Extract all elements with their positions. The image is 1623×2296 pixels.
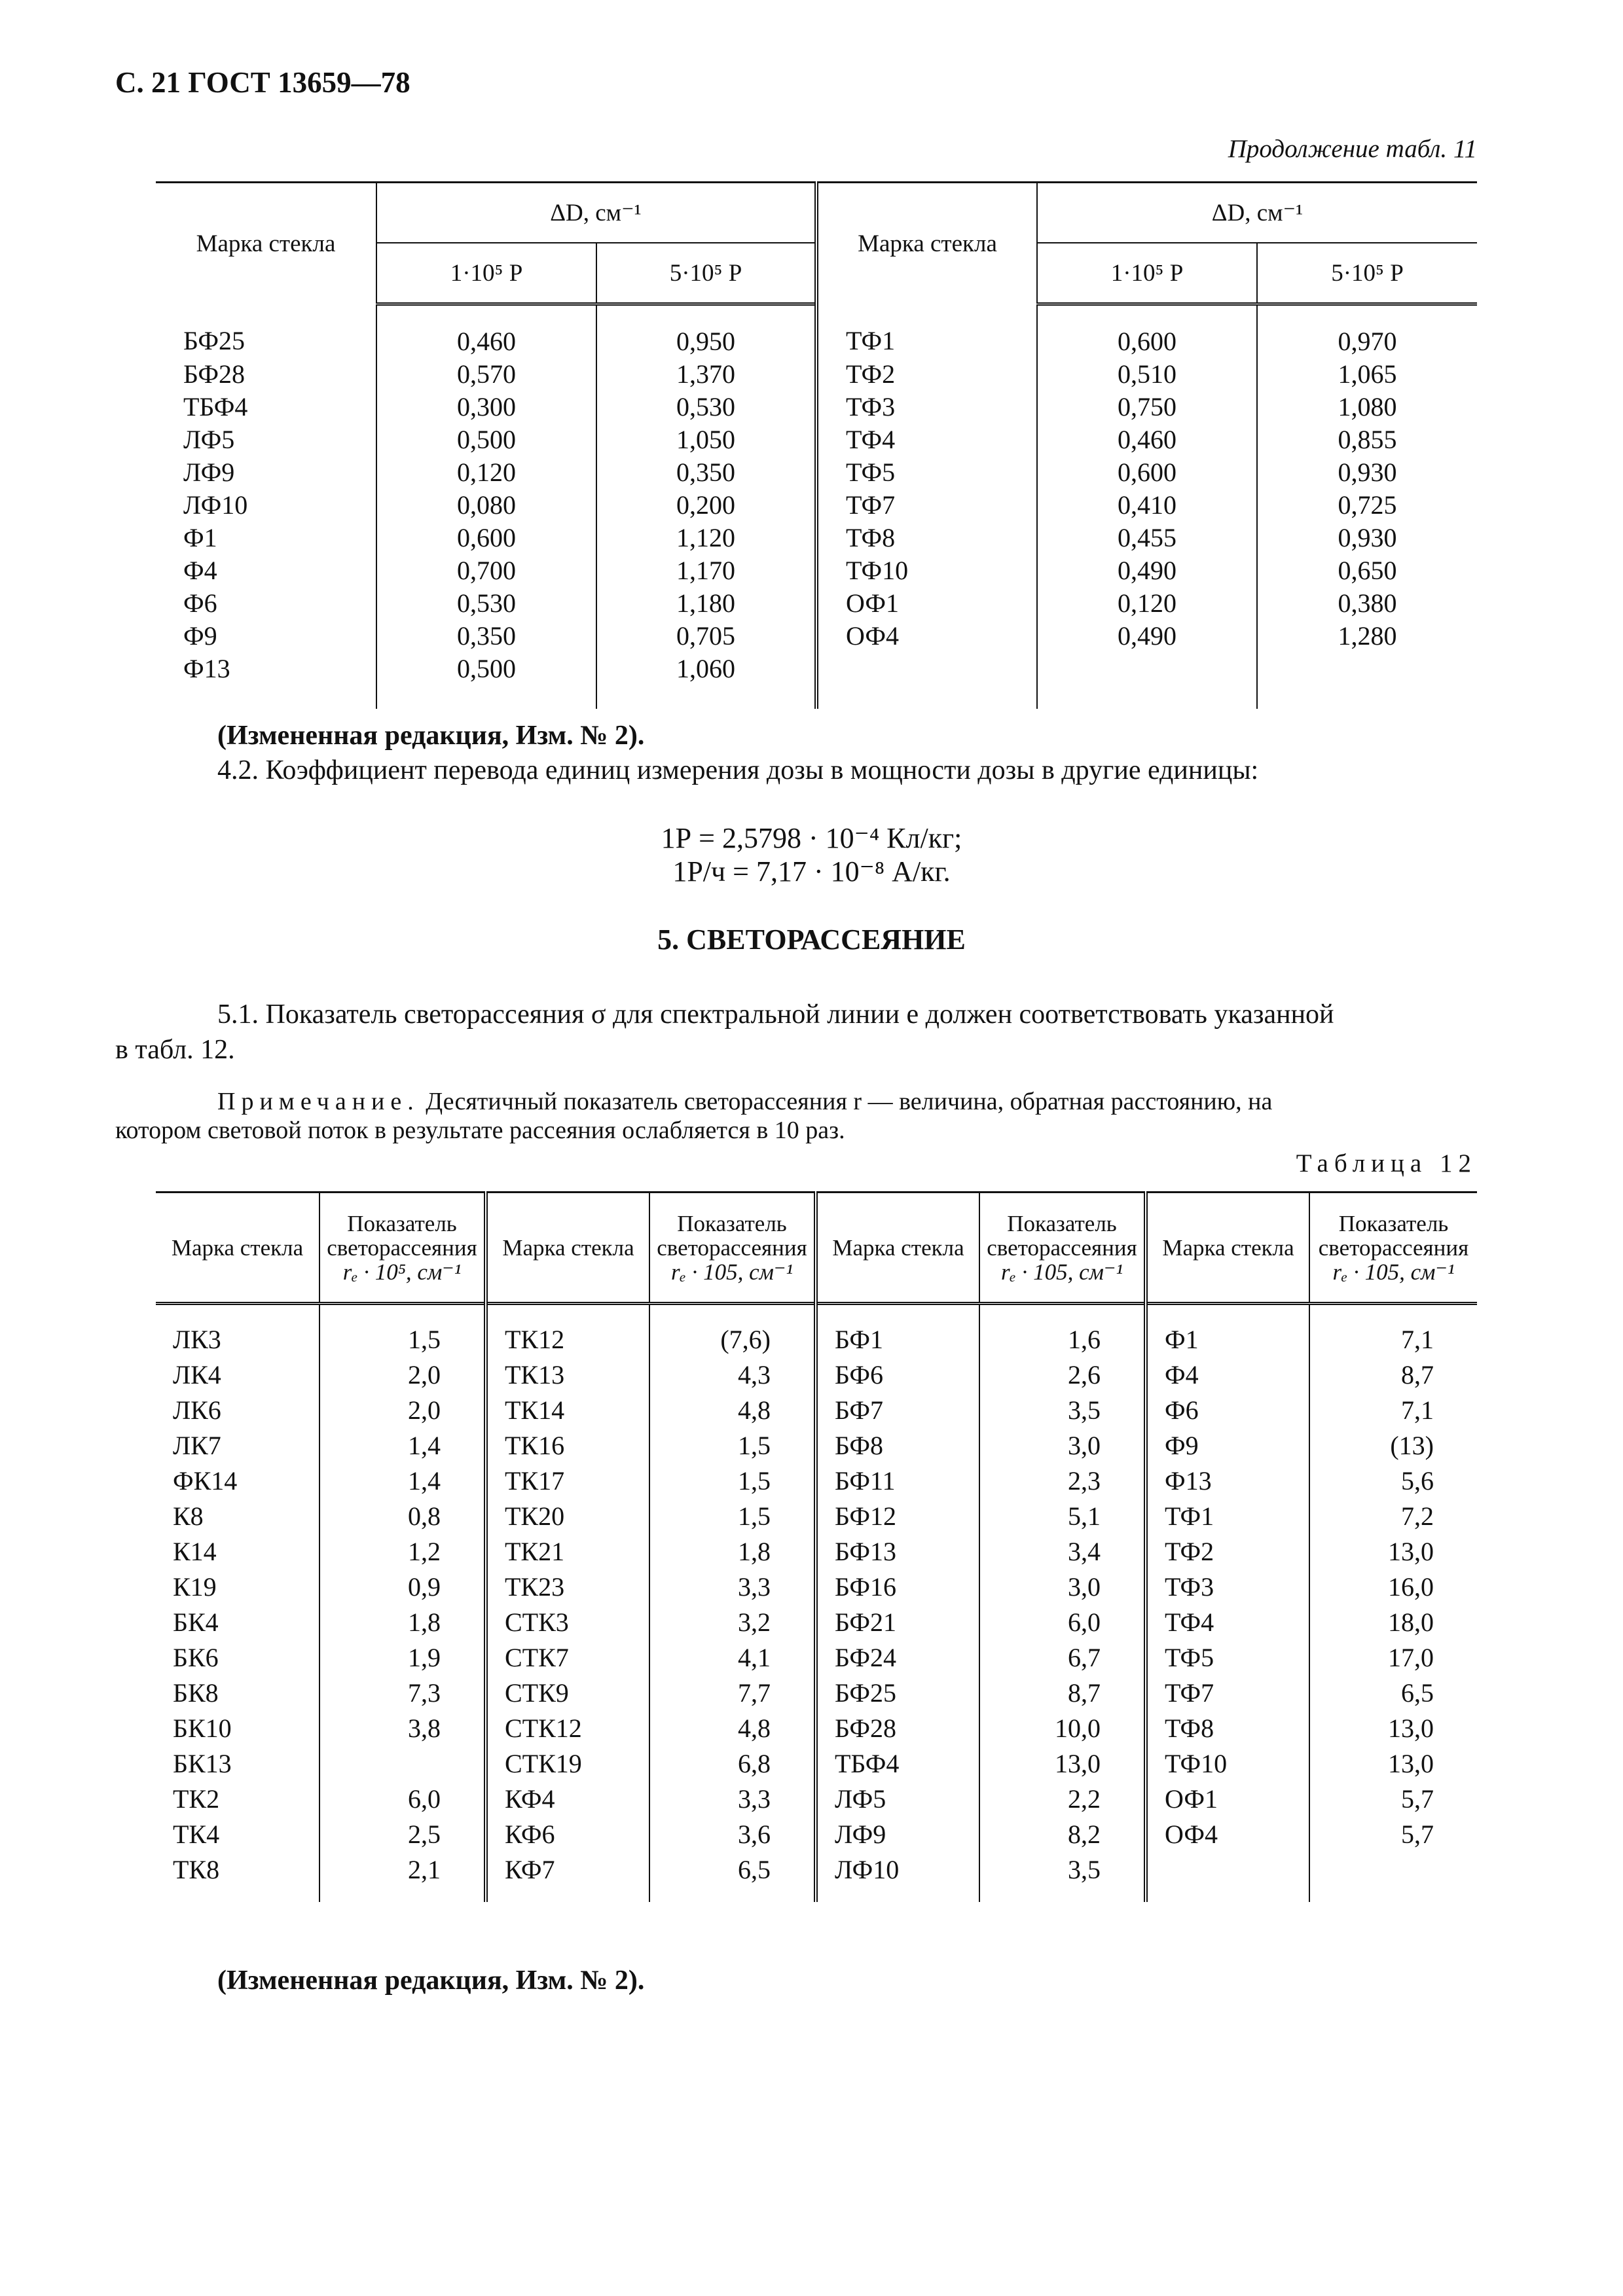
scattering-value: 1,5 bbox=[649, 1499, 816, 1534]
table-row bbox=[156, 1534, 1477, 1570]
glass-mark: БК4 bbox=[173, 1607, 219, 1637]
scattering-value: 4,3 bbox=[649, 1357, 816, 1393]
glass-mark: СТК7 bbox=[486, 1640, 649, 1676]
table-row bbox=[156, 1428, 1477, 1463]
scattering-value bbox=[319, 1746, 486, 1782]
glass-mark: СТК12 bbox=[486, 1711, 649, 1746]
col-header-mark: Марка стекла bbox=[486, 1193, 649, 1304]
glass-mark: Ф9 bbox=[183, 621, 217, 651]
paragraph-5-1-line-2: в табл. 12. bbox=[115, 1035, 235, 1065]
glass-mark: ЛФ10 bbox=[183, 490, 248, 520]
scattering-value: 1,4 bbox=[319, 1463, 486, 1499]
scattering-value: 1,2 bbox=[319, 1534, 486, 1570]
scattering-value: 5,7 bbox=[1309, 1817, 1477, 1852]
scattering-value: 3,0 bbox=[979, 1428, 1146, 1463]
table-row bbox=[156, 1782, 1477, 1817]
glass-mark: ТФ3 bbox=[1146, 1570, 1309, 1605]
scattering-value: 6,0 bbox=[979, 1605, 1146, 1640]
scattering-value: 6,7 bbox=[979, 1640, 1146, 1676]
scattering-value: 2,5 bbox=[319, 1817, 486, 1852]
scattering-value: 16,0 bbox=[1309, 1570, 1477, 1605]
value-dose-5: 0,200 bbox=[596, 489, 816, 522]
glass-mark: ТФ10 bbox=[1146, 1746, 1309, 1782]
glass-mark: СТК9 bbox=[486, 1676, 649, 1711]
value-dose-1: 0,490 bbox=[1037, 554, 1257, 587]
glass-mark: ЛФ5 bbox=[183, 425, 235, 454]
value-dose-1: 0,455 bbox=[1037, 522, 1257, 554]
glass-mark: ОФ4 bbox=[1146, 1817, 1309, 1852]
glass-mark bbox=[816, 653, 1037, 709]
scattering-value: 13,0 bbox=[1309, 1534, 1477, 1570]
value-dose-5: 0,725 bbox=[1257, 489, 1477, 522]
table-row bbox=[156, 456, 1477, 489]
header-line: светорассеяния bbox=[327, 1234, 477, 1261]
glass-mark: ЛФ9 bbox=[183, 457, 235, 487]
glass-mark: БК8 bbox=[173, 1678, 219, 1708]
col-header-scattering bbox=[319, 1193, 486, 1304]
glass-mark: Ф6 bbox=[1146, 1393, 1309, 1428]
glass-mark: К14 bbox=[173, 1537, 217, 1566]
glass-mark: ТФ2 bbox=[816, 358, 1037, 391]
col-header-scattering bbox=[1309, 1193, 1477, 1304]
header-line: светорассеяния bbox=[987, 1234, 1137, 1261]
scattering-value: 10,0 bbox=[979, 1711, 1146, 1746]
value-dose-5: 0,950 bbox=[596, 304, 816, 359]
table-continuation-caption: Продолжение табл. 11 bbox=[1228, 135, 1477, 163]
glass-mark: БФ25 bbox=[816, 1676, 979, 1711]
col-header-mark: Марка стекла bbox=[816, 183, 1037, 304]
amendment-note: (Измененная редакция, Изм. № 2). bbox=[217, 721, 645, 751]
glass-mark: БФ8 bbox=[816, 1428, 979, 1463]
glass-mark: ЛК7 bbox=[173, 1431, 221, 1460]
glass-mark: Ф1 bbox=[1146, 1304, 1309, 1358]
glass-mark: Ф13 bbox=[1146, 1463, 1309, 1499]
value-dose-1: 0,700 bbox=[376, 554, 596, 587]
scattering-value: 1,5 bbox=[319, 1304, 486, 1358]
scattering-value: 6,5 bbox=[1309, 1676, 1477, 1711]
scattering-value: 7,1 bbox=[1309, 1304, 1477, 1358]
col-header-dose-5: 5·10⁵ Р bbox=[1257, 243, 1477, 304]
header-line: Показатель bbox=[1007, 1210, 1117, 1236]
value-dose-5: 0,650 bbox=[1257, 554, 1477, 587]
scattering-value: 0,8 bbox=[319, 1499, 486, 1534]
scattering-value: 5,6 bbox=[1309, 1463, 1477, 1499]
table-row bbox=[156, 554, 1477, 587]
table-row bbox=[156, 304, 1477, 359]
glass-mark: ТБФ4 bbox=[183, 392, 248, 422]
table-11 bbox=[156, 181, 1477, 709]
scattering-value: 2,6 bbox=[979, 1357, 1146, 1393]
header-line: rₑ · 10⁵, см⁻¹ bbox=[342, 1259, 462, 1285]
glass-mark: БФ16 bbox=[816, 1570, 979, 1605]
header-line: rₑ · 105, см⁻¹ bbox=[1001, 1259, 1123, 1285]
value-dose-5: 0,970 bbox=[1257, 304, 1477, 359]
glass-mark: ТФ8 bbox=[816, 522, 1037, 554]
glass-mark bbox=[1146, 1852, 1309, 1902]
glass-mark: ТФ4 bbox=[1146, 1605, 1309, 1640]
scattering-value: 8,7 bbox=[1309, 1357, 1477, 1393]
formula-roentgen-per-hour: 1Р/ч = 7,17 · 10⁻⁸ А/кг. bbox=[672, 855, 951, 888]
value-dose-1: 0,500 bbox=[376, 423, 596, 456]
table-row bbox=[156, 423, 1477, 456]
scattering-value: (13) bbox=[1309, 1428, 1477, 1463]
scattering-value: 4,1 bbox=[649, 1640, 816, 1676]
col-header-delta: ΔD, см⁻¹ bbox=[376, 183, 816, 243]
col-header-scattering bbox=[649, 1193, 816, 1304]
scattering-value bbox=[1309, 1852, 1477, 1902]
scattering-value: 3,6 bbox=[649, 1817, 816, 1852]
value-dose-1: 0,570 bbox=[376, 358, 596, 391]
glass-mark: ТК17 bbox=[486, 1463, 649, 1499]
value-dose-5: 1,170 bbox=[596, 554, 816, 587]
amendment-note: (Измененная редакция, Изм. № 2). bbox=[217, 1965, 645, 1996]
glass-mark: ТК23 bbox=[486, 1570, 649, 1605]
col-header-dose-1: 1·10⁵ Р bbox=[1037, 243, 1257, 304]
value-dose-1: 0,600 bbox=[1037, 456, 1257, 489]
value-dose-5: 0,930 bbox=[1257, 456, 1477, 489]
glass-mark: ТК13 bbox=[486, 1357, 649, 1393]
scattering-value: 3,4 bbox=[979, 1534, 1146, 1570]
value-dose-1: 0,120 bbox=[376, 456, 596, 489]
scattering-value: 6,5 bbox=[649, 1852, 816, 1902]
scattering-value: 13,0 bbox=[979, 1746, 1146, 1782]
scattering-value: 1,9 bbox=[319, 1640, 486, 1676]
glass-mark: ЛФ10 bbox=[816, 1852, 979, 1902]
glass-mark: Ф6 bbox=[183, 588, 217, 618]
scattering-value: 2,2 bbox=[979, 1782, 1146, 1817]
glass-mark: ЛК6 bbox=[173, 1395, 221, 1425]
page-header: С. 21 ГОСТ 13659—78 bbox=[115, 66, 410, 99]
note-text: Десятичный показатель светорассеяния r — величина, обратная расстоянию, на bbox=[426, 1088, 1273, 1115]
glass-mark: ЛК3 bbox=[173, 1325, 221, 1354]
glass-mark: ТФ2 bbox=[1146, 1534, 1309, 1570]
glass-mark: ТФ3 bbox=[816, 391, 1037, 423]
header-line: светорассеяния bbox=[1318, 1234, 1469, 1261]
scattering-value: 8,2 bbox=[979, 1817, 1146, 1852]
glass-mark: ОФ1 bbox=[1146, 1782, 1309, 1817]
value-dose-5: 0,705 bbox=[596, 620, 816, 653]
col-header-dose-1: 1·10⁵ Р bbox=[376, 243, 596, 304]
value-dose-1: 0,410 bbox=[1037, 489, 1257, 522]
section-title: 5. СВЕТОРАССЕЯНИЕ bbox=[657, 924, 966, 956]
scattering-value: 4,8 bbox=[649, 1393, 816, 1428]
glass-mark: БФ6 bbox=[816, 1357, 979, 1393]
glass-mark: Ф1 bbox=[183, 523, 217, 552]
glass-mark: К19 bbox=[173, 1572, 217, 1602]
glass-mark: ТФ5 bbox=[1146, 1640, 1309, 1676]
scattering-value: 5,7 bbox=[1309, 1782, 1477, 1817]
scattering-value: 3,5 bbox=[979, 1393, 1146, 1428]
glass-mark: КФ4 bbox=[486, 1782, 649, 1817]
glass-mark: ТФ1 bbox=[816, 304, 1037, 359]
value-dose-1: 0,490 bbox=[1037, 620, 1257, 653]
table-row bbox=[156, 1817, 1477, 1852]
note-line-1 bbox=[217, 1086, 1272, 1117]
scattering-value: 8,7 bbox=[979, 1676, 1146, 1711]
scattering-value: 1,5 bbox=[649, 1428, 816, 1463]
value-dose-1: 0,300 bbox=[376, 391, 596, 423]
scattering-value: 6,8 bbox=[649, 1746, 816, 1782]
value-dose-1: 0,460 bbox=[376, 304, 596, 359]
value-dose-5: 1,060 bbox=[596, 653, 816, 709]
formula-roentgen: 1Р = 2,5798 · 10⁻⁴ Кл/кг; bbox=[661, 822, 962, 854]
glass-mark: ТФ10 bbox=[816, 554, 1037, 587]
scattering-value: 4,8 bbox=[649, 1711, 816, 1746]
table-row bbox=[156, 1746, 1477, 1782]
header-line: Показатель bbox=[1338, 1210, 1449, 1236]
glass-mark: БФ28 bbox=[183, 359, 245, 389]
table-row bbox=[156, 620, 1477, 653]
table-row bbox=[156, 1605, 1477, 1640]
header-line: Показатель bbox=[347, 1210, 457, 1236]
glass-mark: ТК21 bbox=[486, 1534, 649, 1570]
scattering-value: (7,6) bbox=[649, 1304, 816, 1358]
scattering-value: 0,9 bbox=[319, 1570, 486, 1605]
col-header-scattering bbox=[979, 1193, 1146, 1304]
glass-mark: ТК8 bbox=[173, 1855, 220, 1884]
value-dose-1: 0,080 bbox=[376, 489, 596, 522]
scattering-value: 2,0 bbox=[319, 1393, 486, 1428]
table-row bbox=[156, 1499, 1477, 1534]
col-header-mark: Марка стекла bbox=[156, 1193, 319, 1304]
value-dose-1: 0,460 bbox=[1037, 423, 1257, 456]
table-row bbox=[156, 1570, 1477, 1605]
table-row bbox=[156, 391, 1477, 423]
glass-mark: ТФ8 bbox=[1146, 1711, 1309, 1746]
value-dose-1: 0,350 bbox=[376, 620, 596, 653]
scattering-value: 3,5 bbox=[979, 1852, 1146, 1902]
scattering-value: 1,8 bbox=[319, 1605, 486, 1640]
scattering-value: 1,4 bbox=[319, 1428, 486, 1463]
scattering-value: 7,3 bbox=[319, 1676, 486, 1711]
value-dose-5: 0,350 bbox=[596, 456, 816, 489]
glass-mark: ТФ7 bbox=[1146, 1676, 1309, 1711]
value-dose-1: 0,530 bbox=[376, 587, 596, 620]
glass-mark: К8 bbox=[173, 1501, 204, 1531]
glass-mark: БФ21 bbox=[816, 1605, 979, 1640]
scattering-value: 13,0 bbox=[1309, 1746, 1477, 1782]
scattering-value: 2,0 bbox=[319, 1357, 486, 1393]
glass-mark: ТК4 bbox=[173, 1820, 220, 1849]
scattering-value: 3,3 bbox=[649, 1570, 816, 1605]
table-row bbox=[156, 1852, 1477, 1902]
table-12-label: Таблица 12 bbox=[1296, 1149, 1477, 1177]
scattering-value: 5,1 bbox=[979, 1499, 1146, 1534]
paragraph-5-1-line-1: 5.1. Показатель светорассеяния σ для спектральной линии e должен соответствовать указанной bbox=[217, 999, 1334, 1030]
glass-mark: ТК12 bbox=[486, 1304, 649, 1358]
value-dose-1: 0,120 bbox=[1037, 587, 1257, 620]
value-dose-5: 1,050 bbox=[596, 423, 816, 456]
value-dose-5: 0,530 bbox=[596, 391, 816, 423]
header-line: rₑ · 105, см⁻¹ bbox=[1332, 1259, 1455, 1285]
glass-mark: ЛФ5 bbox=[816, 1782, 979, 1817]
glass-mark: СТК3 bbox=[486, 1605, 649, 1640]
table-row bbox=[156, 1463, 1477, 1499]
scattering-value: 1,6 bbox=[979, 1304, 1146, 1358]
glass-mark: ТК2 bbox=[173, 1784, 220, 1814]
note-line-2: котором световой поток в результате рассеяния ослабляется в 10 раз. bbox=[115, 1117, 845, 1144]
scattering-value: 1,8 bbox=[649, 1534, 816, 1570]
value-dose-5: 0,380 bbox=[1257, 587, 1477, 620]
value-dose-5: 1,120 bbox=[596, 522, 816, 554]
value-dose-1: 0,600 bbox=[376, 522, 596, 554]
scattering-value: 18,0 bbox=[1309, 1605, 1477, 1640]
glass-mark: ТК14 bbox=[486, 1393, 649, 1428]
scattering-value: 3,3 bbox=[649, 1782, 816, 1817]
glass-mark: Ф4 bbox=[1146, 1357, 1309, 1393]
note-label: Примечание. bbox=[217, 1088, 420, 1115]
glass-mark: ОФ4 bbox=[816, 620, 1037, 653]
glass-mark: КФ7 bbox=[486, 1852, 649, 1902]
table-row bbox=[156, 1304, 1477, 1358]
table-row bbox=[156, 1357, 1477, 1393]
value-dose-1: 0,600 bbox=[1037, 304, 1257, 359]
glass-mark: БФ12 bbox=[816, 1499, 979, 1534]
glass-mark: ЛФ9 bbox=[816, 1817, 979, 1852]
glass-mark: БК10 bbox=[173, 1713, 232, 1743]
glass-mark: Ф9 bbox=[1146, 1428, 1309, 1463]
value-dose-5 bbox=[1257, 653, 1477, 709]
value-dose-5: 1,280 bbox=[1257, 620, 1477, 653]
glass-mark: БФ13 bbox=[816, 1534, 979, 1570]
value-dose-5: 1,065 bbox=[1257, 358, 1477, 391]
glass-mark: СТК19 bbox=[486, 1746, 649, 1782]
table-row bbox=[156, 1676, 1477, 1711]
glass-mark: БФ11 bbox=[816, 1463, 979, 1499]
glass-mark: ТК16 bbox=[486, 1428, 649, 1463]
table-row bbox=[156, 358, 1477, 391]
scattering-value: 17,0 bbox=[1309, 1640, 1477, 1676]
glass-mark: КФ6 bbox=[486, 1817, 649, 1852]
table-row bbox=[156, 522, 1477, 554]
table-row bbox=[156, 1640, 1477, 1676]
scattering-value: 3,0 bbox=[979, 1570, 1146, 1605]
table-row bbox=[156, 587, 1477, 620]
glass-mark: БФ25 bbox=[183, 325, 245, 355]
col-header-delta: ΔD, см⁻¹ bbox=[1037, 183, 1477, 243]
scattering-value: 2,1 bbox=[319, 1852, 486, 1902]
value-dose-5: 1,370 bbox=[596, 358, 816, 391]
scattering-value: 13,0 bbox=[1309, 1711, 1477, 1746]
col-header-dose-5: 5·10⁵ Р bbox=[596, 243, 816, 304]
value-dose-5: 1,080 bbox=[1257, 391, 1477, 423]
scattering-value: 6,0 bbox=[319, 1782, 486, 1817]
glass-mark: ТК20 bbox=[486, 1499, 649, 1534]
col-header-mark: Марка стекла bbox=[1146, 1193, 1309, 1304]
header-line: светорассеяния bbox=[657, 1234, 807, 1261]
header-line: Показатель bbox=[677, 1210, 787, 1236]
scattering-value: 7,2 bbox=[1309, 1499, 1477, 1534]
scattering-value: 7,1 bbox=[1309, 1393, 1477, 1428]
glass-mark: ТФ4 bbox=[816, 423, 1037, 456]
glass-mark: ФК14 bbox=[173, 1466, 238, 1496]
paragraph-4-2: 4.2. Коэффициент перевода единиц измерения дозы в мощности дозы в другие единицы: bbox=[217, 755, 1259, 785]
value-dose-5: 1,180 bbox=[596, 587, 816, 620]
scattering-value: 1,5 bbox=[649, 1463, 816, 1499]
scattering-value: 2,3 bbox=[979, 1463, 1146, 1499]
scattering-value: 3,8 bbox=[319, 1711, 486, 1746]
col-header-mark: Марка стекла bbox=[816, 1193, 979, 1304]
value-dose-1: 0,750 bbox=[1037, 391, 1257, 423]
header-line: rₑ · 105, см⁻¹ bbox=[671, 1259, 793, 1285]
glass-mark: БК6 bbox=[173, 1643, 219, 1672]
glass-mark: БФ24 bbox=[816, 1640, 979, 1676]
table-row bbox=[156, 1711, 1477, 1746]
glass-mark: БФ1 bbox=[816, 1304, 979, 1358]
table-row bbox=[156, 1393, 1477, 1428]
value-dose-5: 0,930 bbox=[1257, 522, 1477, 554]
col-header-mark: Марка стекла bbox=[156, 183, 376, 304]
glass-mark: Ф13 bbox=[183, 654, 230, 683]
glass-mark: ТФ7 bbox=[816, 489, 1037, 522]
glass-mark: БФ7 bbox=[816, 1393, 979, 1428]
glass-mark: ТФ5 bbox=[816, 456, 1037, 489]
table-row bbox=[156, 489, 1477, 522]
glass-mark: ТФ1 bbox=[1146, 1499, 1309, 1534]
glass-mark: ЛК4 bbox=[173, 1360, 221, 1390]
glass-mark: ТБФ4 bbox=[816, 1746, 979, 1782]
glass-mark: ОФ1 bbox=[816, 587, 1037, 620]
table-12 bbox=[156, 1191, 1477, 1902]
glass-mark: БФ28 bbox=[816, 1711, 979, 1746]
value-dose-1 bbox=[1037, 653, 1257, 709]
table-row bbox=[156, 653, 1477, 709]
value-dose-1: 0,510 bbox=[1037, 358, 1257, 391]
value-dose-1: 0,500 bbox=[376, 653, 596, 709]
glass-mark: Ф4 bbox=[183, 556, 217, 585]
scattering-value: 3,2 bbox=[649, 1605, 816, 1640]
value-dose-5: 0,855 bbox=[1257, 423, 1477, 456]
glass-mark: БК13 bbox=[173, 1749, 232, 1778]
scattering-value: 7,7 bbox=[649, 1676, 816, 1711]
